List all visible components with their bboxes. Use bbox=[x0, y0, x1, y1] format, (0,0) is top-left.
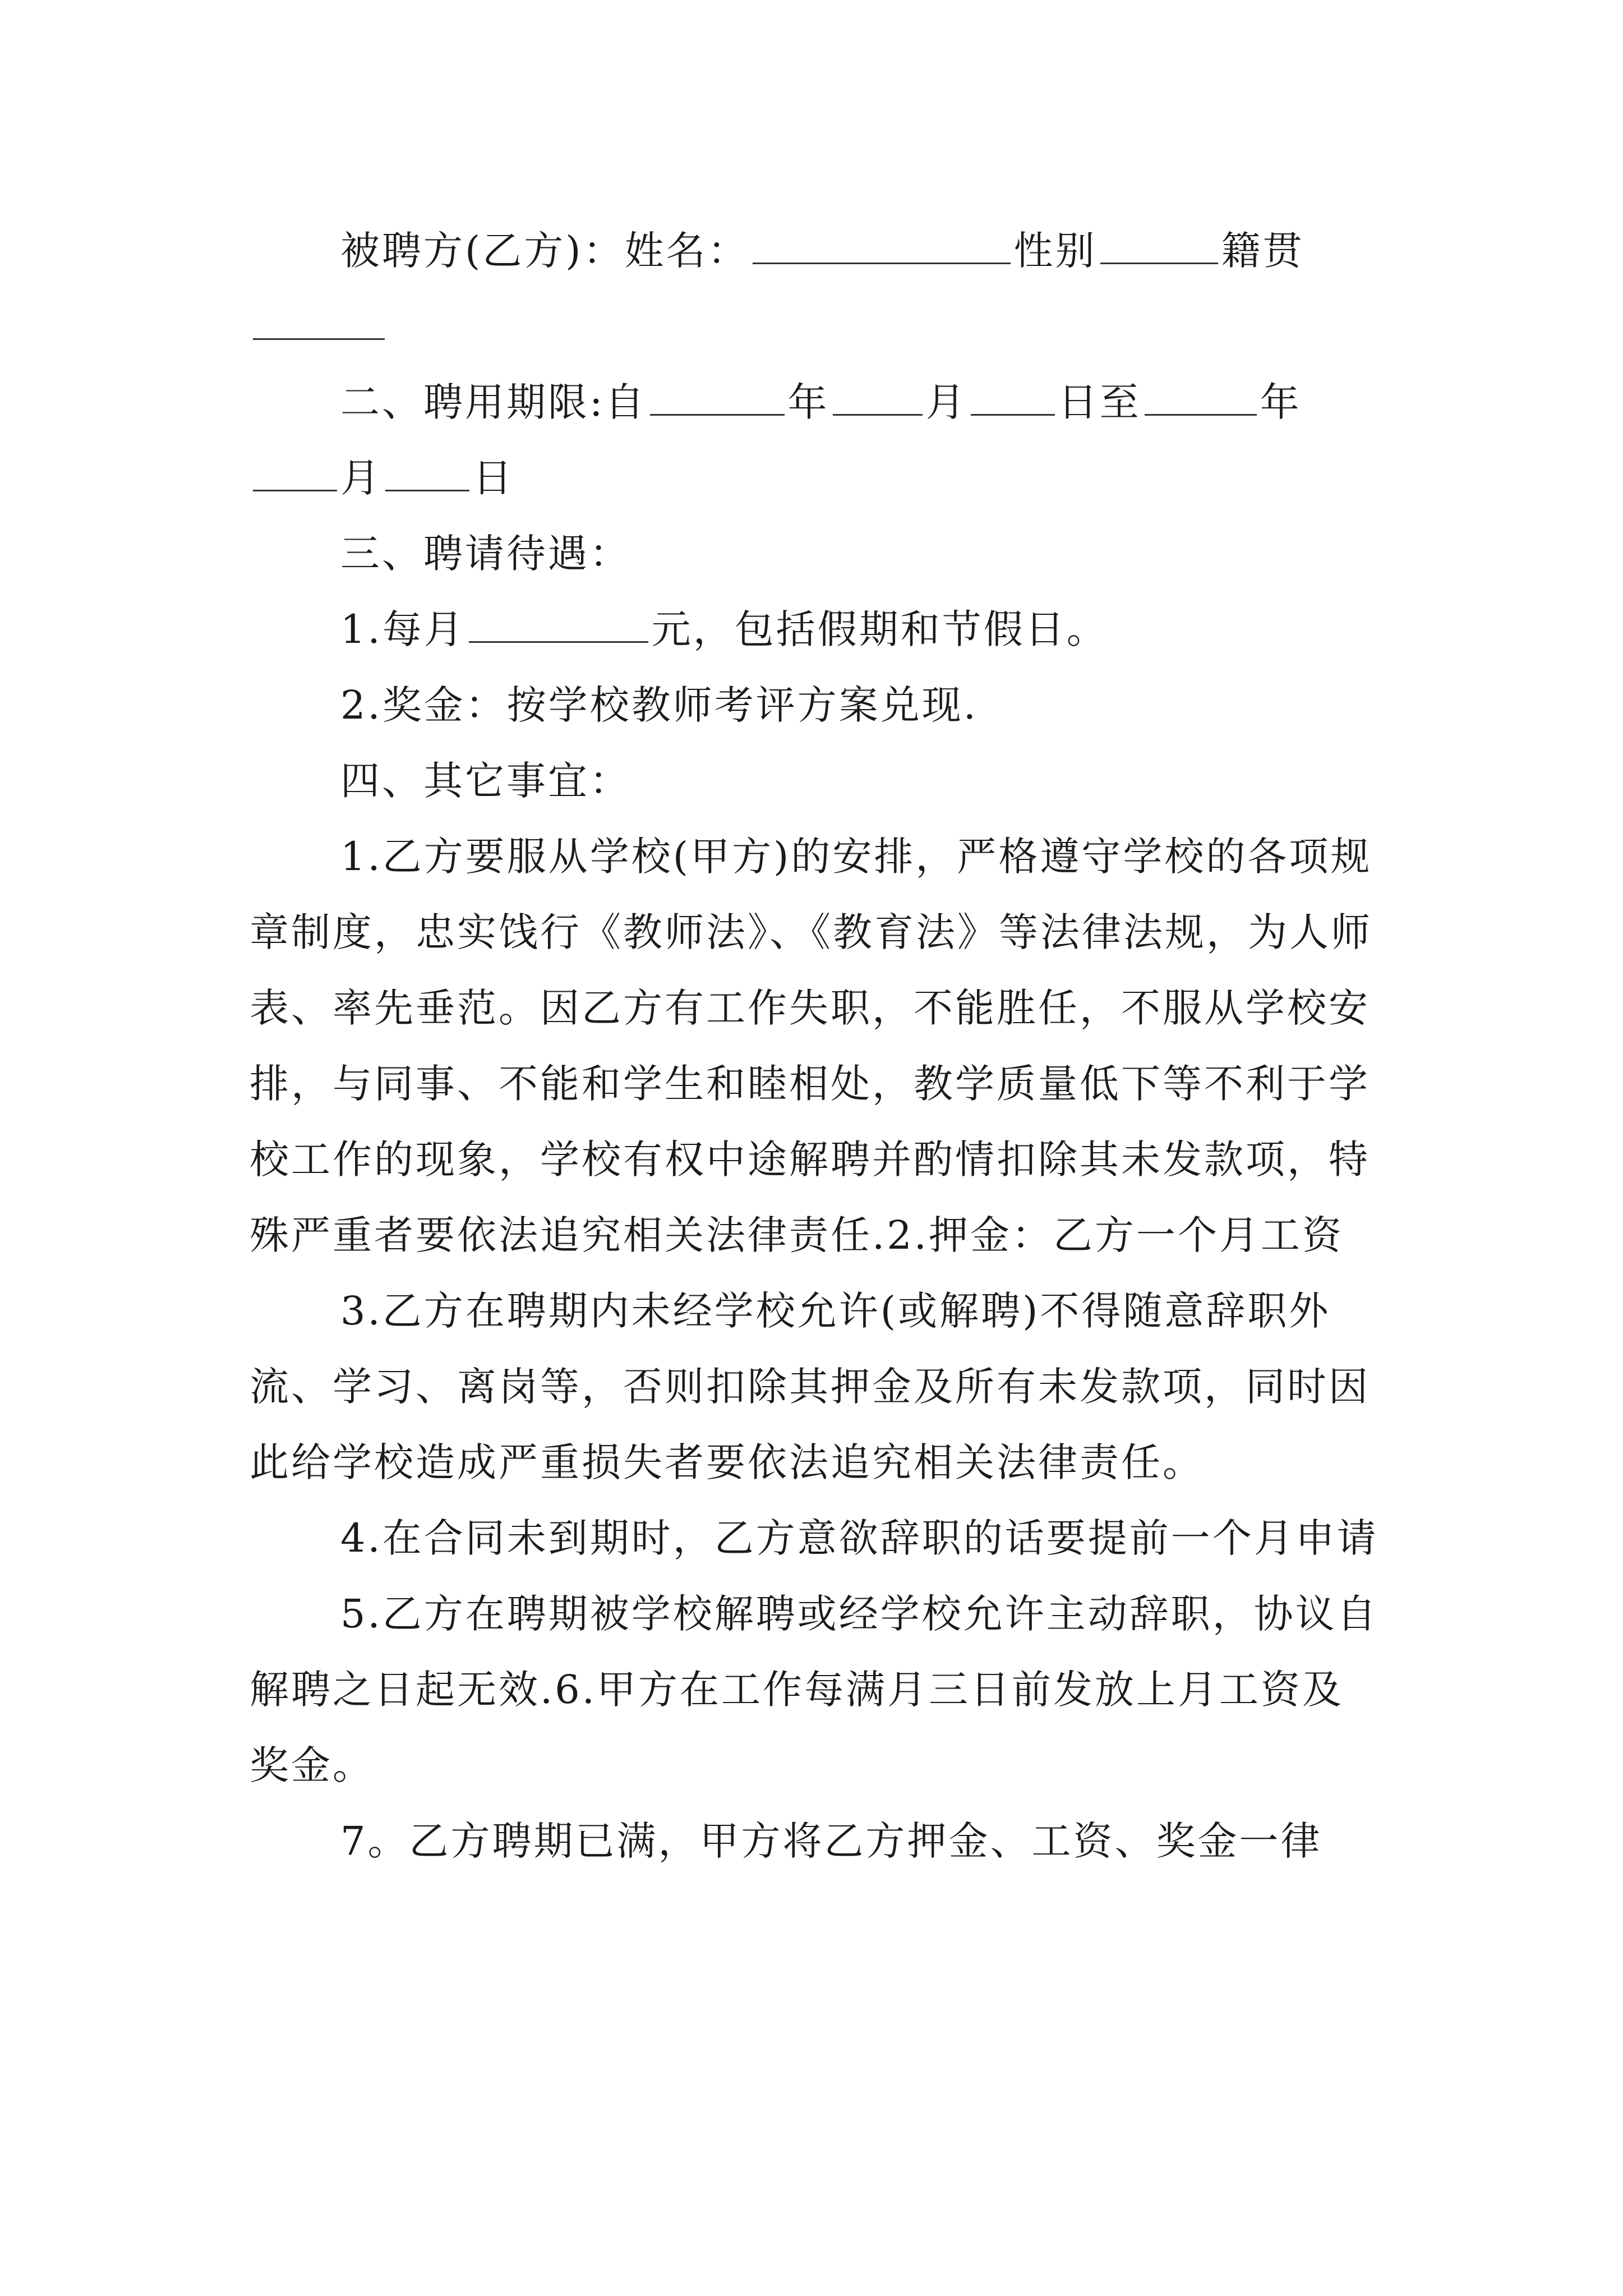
name-blank[interactable] bbox=[753, 219, 1011, 264]
clause-3: 3.乙方在聘期内未经学校允许(或解聘)不得随意辞职外流、学习、离岗等，否则扣除其押金及所有未发款项，同时因此给学校造成严重损失者要依法追究相关法律责任。 bbox=[250, 1288, 1370, 1485]
start-year-blank[interactable] bbox=[650, 370, 785, 416]
employment-period-line bbox=[250, 365, 1385, 516]
start-year-unit: 年 bbox=[787, 379, 829, 425]
monthly-salary-line bbox=[250, 592, 1385, 668]
end-year-blank[interactable] bbox=[1145, 370, 1257, 416]
gender-label: 性别 bbox=[1013, 228, 1097, 274]
employee-info-line bbox=[250, 213, 1385, 365]
native-place-blank[interactable] bbox=[253, 295, 385, 340]
end-year-unit: 年 bbox=[1260, 379, 1302, 425]
clause-1-2: 1.乙方要服从学校(甲方)的安排，严格遵守学校的各项规章制度，忠实饯行《教师法》、《教育法》等法律法规，为人师表、率先垂范。因乙方有工作失职，不能胜任，不服从学校安排，与同事、不能和学生和睦相处，教学质量低下等不利于学校工作的现象，学校有权中途解聘并酌情扣除其未发款项，特殊严重者要依法追究相关法律责任.2.押金：乙方一个月工资 bbox=[250, 834, 1372, 1258]
section-four-heading: 四、其它事宜： bbox=[340, 758, 631, 804]
salary-label: 1.每月 bbox=[340, 606, 465, 652]
start-month-blank[interactable] bbox=[833, 370, 923, 416]
bonus-line: 2.奖金：按学校教师考评方案兑现. bbox=[340, 682, 979, 728]
end-day-blank[interactable] bbox=[385, 446, 469, 491]
start-day-to: 日至 bbox=[1058, 379, 1141, 425]
native-place-label: 籍贯 bbox=[1221, 228, 1304, 274]
clause-4: 4.在合同未到期时，乙方意欲辞职的话要提前一个月申请 bbox=[340, 1515, 1378, 1561]
clause-7: 7。乙方聘期已满，甲方将乙方押金、工资、奖金一律 bbox=[340, 1818, 1322, 1864]
gender-blank[interactable] bbox=[1100, 219, 1218, 264]
start-day-blank[interactable] bbox=[971, 370, 1055, 416]
end-day-unit: 日 bbox=[473, 455, 514, 501]
start-month-unit: 月 bbox=[925, 379, 967, 425]
end-month-blank[interactable] bbox=[253, 446, 337, 491]
employee-name-label: 被聘方(乙方)：姓名： bbox=[340, 228, 749, 274]
salary-blank[interactable] bbox=[469, 597, 648, 643]
end-month-unit: 月 bbox=[340, 455, 382, 501]
contract-body bbox=[250, 213, 1385, 1879]
period-label: 二、聘用期限:自 bbox=[340, 379, 647, 425]
salary-suffix: 元，包括假期和节假日。 bbox=[651, 606, 1108, 652]
section-three-heading: 三、聘请待遇： bbox=[340, 531, 631, 577]
clause-5-6: 5.乙方在聘期被学校解聘或经学校允许主动辞职，协议自解聘之日起无效.6.甲方在工作每满月三日前发放上月工资及奖金。 bbox=[250, 1591, 1378, 1788]
